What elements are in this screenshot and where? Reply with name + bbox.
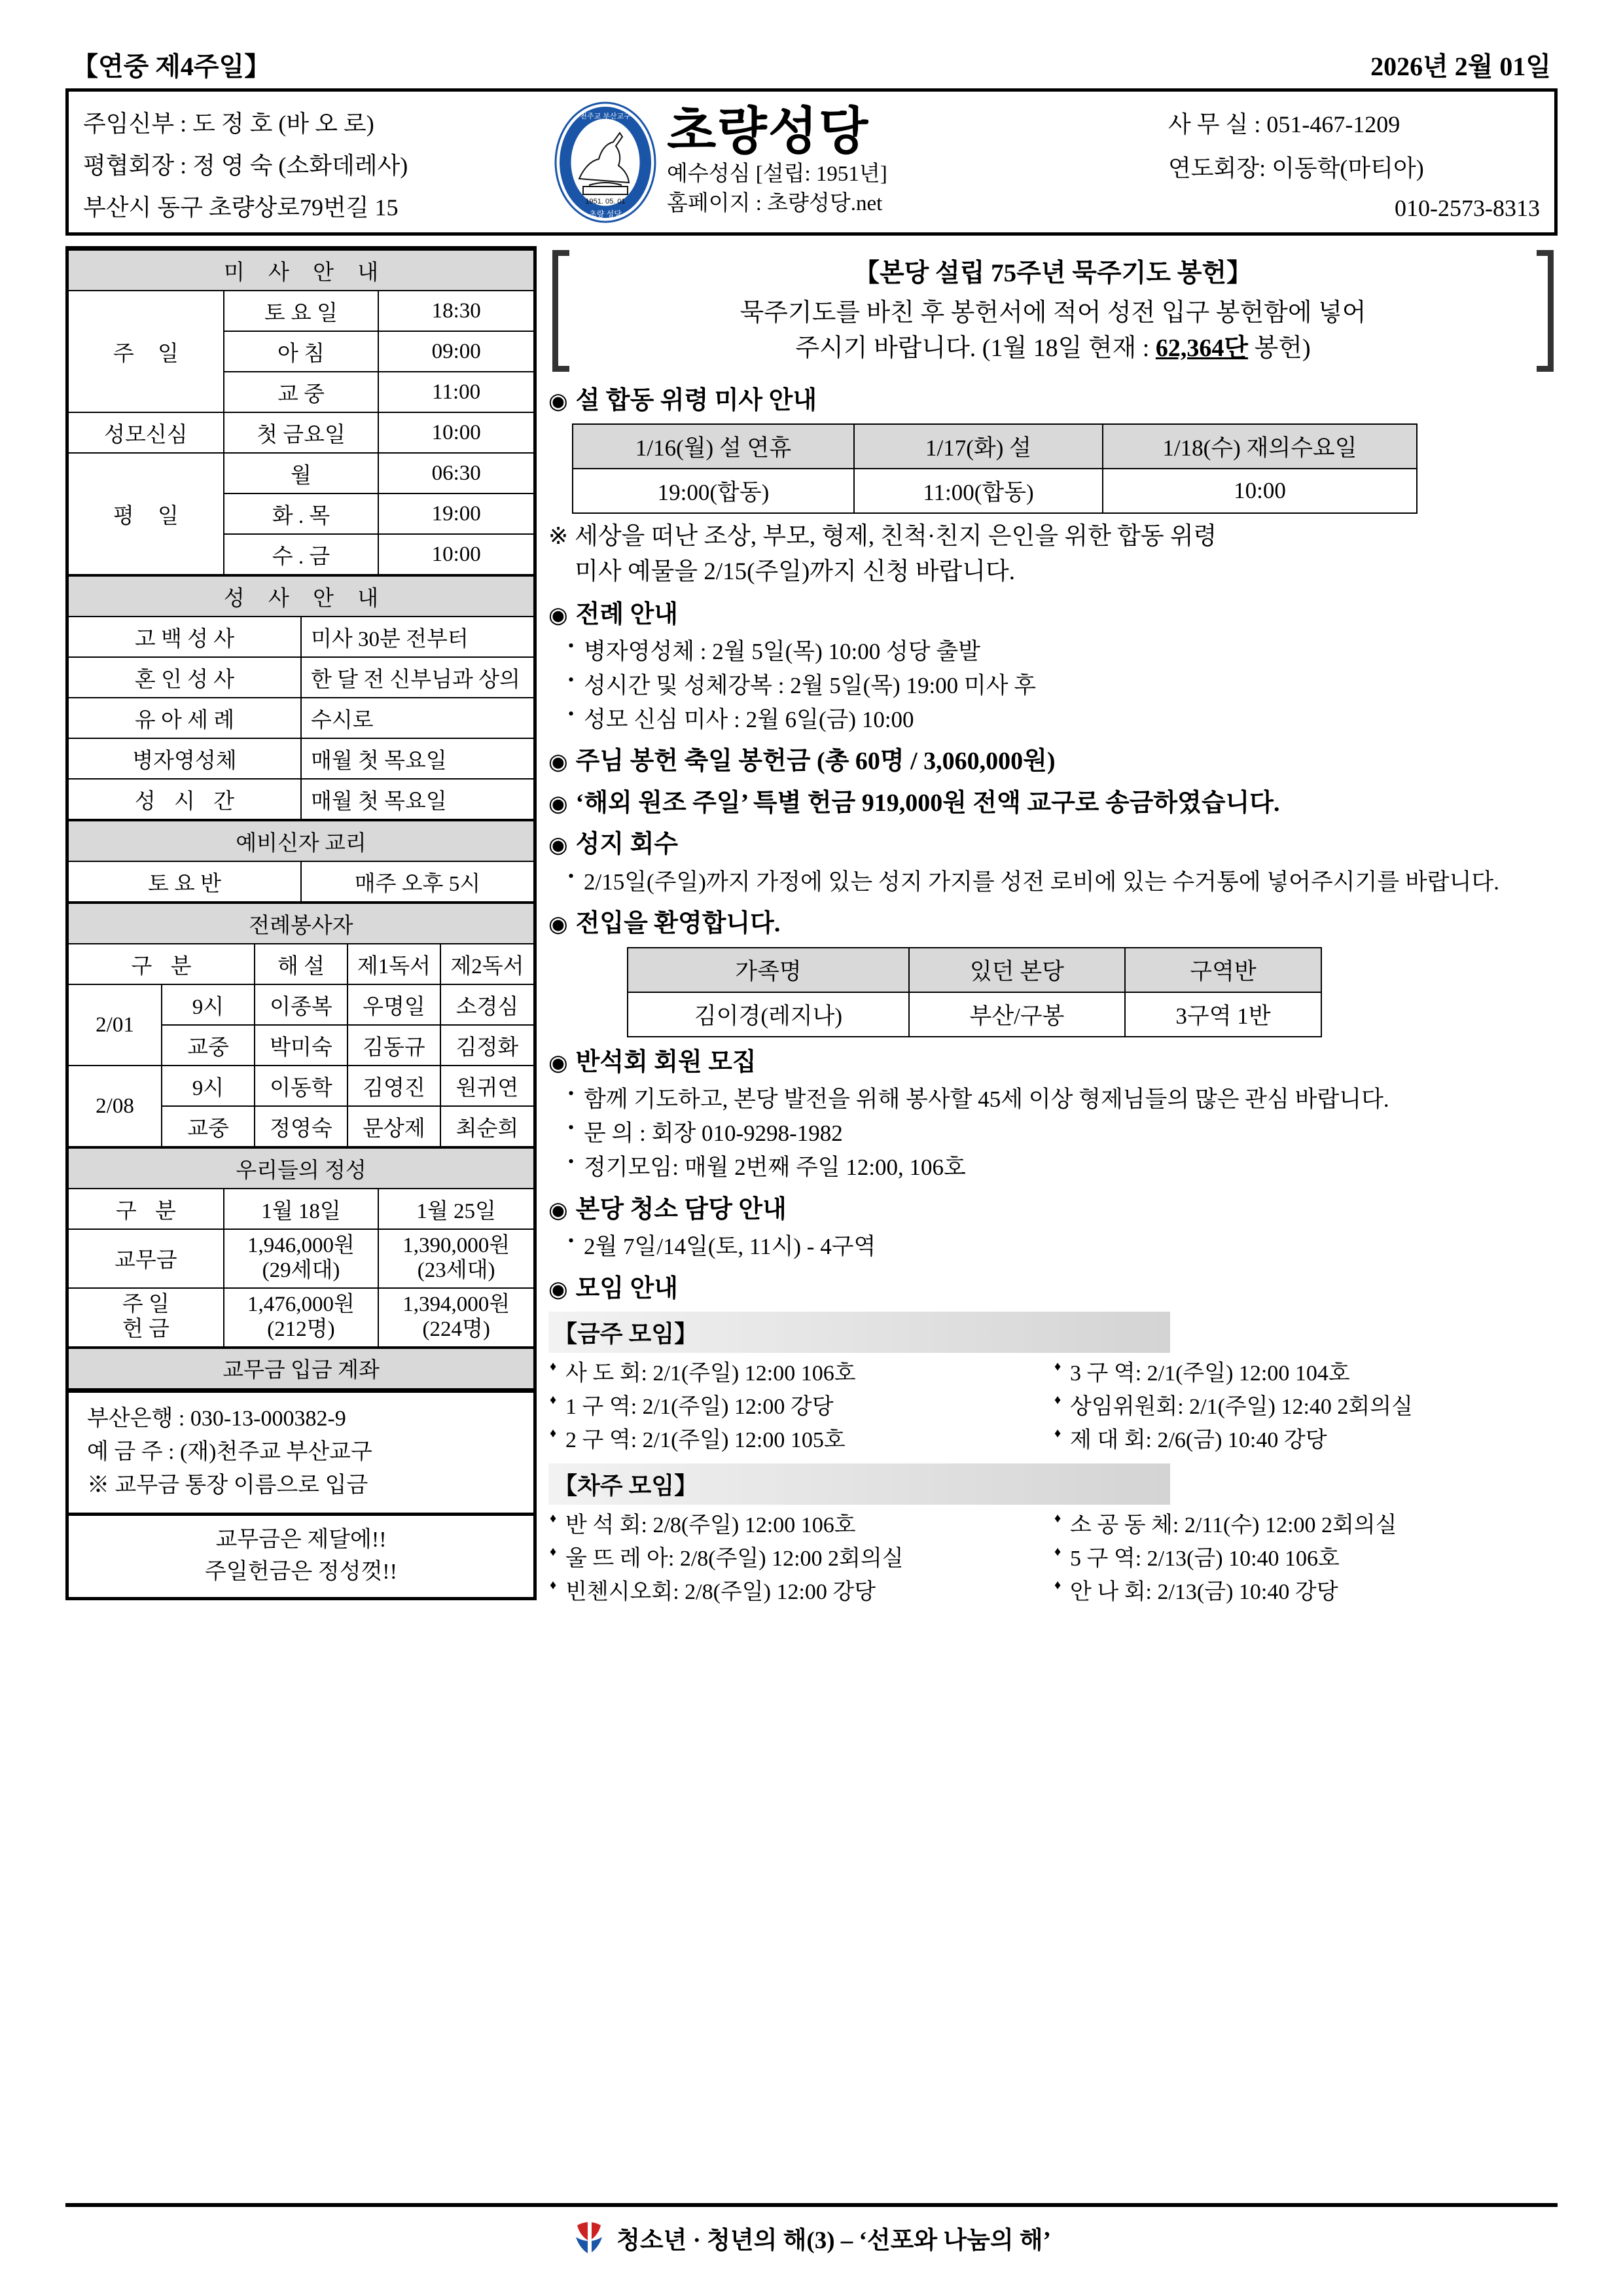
offering-amount: 1,476,000원: [247, 1292, 355, 1316]
volunteer-reading1: 김동규: [348, 1025, 440, 1066]
section-heading: [548, 745, 1558, 778]
sacrament-name: 병자영성체: [69, 738, 301, 779]
sacrament-value: 매월 첫 목요일: [301, 779, 533, 819]
star-note-body: [575, 519, 1558, 589]
page-footer: [65, 2203, 1558, 2257]
mass-group-sunday: 주 일: [69, 291, 224, 412]
liturgy-volunteers-title: 전례봉사자: [69, 903, 533, 944]
list-item: • 병자영성체 : 2월 5일(목) 10:00 성당 출발: [565, 635, 1558, 669]
masthead: [65, 88, 1558, 236]
section-seol-memorial-mass: [548, 385, 1558, 590]
table-row: [69, 657, 533, 698]
table-row: [69, 738, 533, 779]
mass-time: 19:00: [378, 493, 533, 534]
mass-time: 10:00: [378, 534, 533, 575]
content-columns: [65, 246, 1558, 1609]
cleaning-duty-list: [565, 1230, 1558, 1264]
newmember-district: 3구역 1반: [1125, 992, 1321, 1037]
account-header-table: [69, 1348, 533, 1390]
account-holder: 예 금 주 : (재)천주교 부산교구: [87, 1439, 372, 1464]
volunteer-date: 2/01: [69, 984, 162, 1066]
svg-text:1951. 05. 01: 1951. 05. 01: [585, 197, 626, 206]
volunteer-commentary: 박미숙: [255, 1025, 348, 1066]
left-column: [65, 246, 537, 1600]
seol-col-header-2: 1/18(수) 재의수요일: [1103, 424, 1417, 469]
offering-label: 교무금: [69, 1229, 224, 1288]
table-row: [69, 412, 533, 453]
mass-when: 월: [224, 453, 379, 493]
bullet-circle-icon: ◉: [548, 1277, 568, 1302]
mass-schedule-table: [69, 249, 533, 575]
star-note-line1: 세상을 떠난 조상, 부모, 형제, 친척·친지 은인을 위한 합동 위령: [575, 523, 1217, 550]
section-meetings: [548, 1273, 1558, 1609]
table-row: [69, 453, 533, 493]
meeting-item: ♦ 빈첸시오회: 2/8(주일) 12:00 강당: [548, 1575, 1053, 1609]
meeting-item: ♦ 2 구 역: 2/1(주일) 12:00 105호: [548, 1424, 1053, 1457]
seol-value-2: 10:00: [1103, 469, 1417, 513]
lay-chair-line: 평협회장 : 정 영 숙 (소화데레사): [83, 152, 408, 179]
next-week-banner: 【차주 모임】: [548, 1463, 1170, 1505]
offering-value-1: [224, 1288, 379, 1347]
church-seal-icon: [553, 100, 658, 224]
bullet-circle-icon: ◉: [548, 1050, 568, 1075]
seol-col-header-1: 1/17(화) 설: [854, 424, 1103, 469]
table-row: [573, 469, 1417, 513]
volunteer-date: 2/08: [69, 1066, 162, 1147]
offering-count: (23세대): [417, 1258, 495, 1282]
volunteer-commentary: 이동학: [255, 1066, 348, 1106]
meeting-item: ♦ 5 구 역: 2/13(금) 10:40 106호: [1053, 1542, 1558, 1575]
this-week-meetings: [548, 1357, 1558, 1457]
table-header-row: [628, 948, 1321, 992]
meeting-item: ♦ 반 석 회: 2/8(주일) 12:00 106호: [548, 1509, 1053, 1542]
this-week-right-col: [1053, 1357, 1558, 1457]
section-heading-text: 주님 봉헌 축일 봉헌금 (총 60명 / 3,060,000원): [575, 747, 1056, 776]
mass-when: 수 . 금: [224, 534, 379, 575]
list-item: • 성모 신심 미사 : 2월 6일(금) 10:00: [565, 703, 1558, 737]
list-item: • 2/15일(주일)까지 가정에 있는 성지 가지를 성전 로비에 있는 수거통에 넣어주시기를 바랍니다.: [565, 865, 1558, 899]
church-name: 초량성당: [667, 102, 870, 160]
next-week-right-col: [1053, 1509, 1558, 1609]
table-row: [69, 861, 533, 902]
liturgy-notice-list: [565, 635, 1558, 736]
catechumen-title: 예비신자 교리: [69, 821, 533, 861]
mass-when: 교 중: [224, 372, 379, 412]
section-heading-text: 본당 청소 담당 안내: [575, 1195, 787, 1223]
seol-value-0: 19:00(합동): [573, 469, 854, 513]
account-title: 교무금 입금 계좌: [69, 1348, 533, 1389]
volunteer-reading1: 문상제: [348, 1106, 440, 1147]
volunteer-reading2: 김정화: [440, 1025, 533, 1066]
section-heading: [548, 1194, 1558, 1226]
account-details: [69, 1390, 533, 1513]
slogan-line2: 주일헌금은 정성껏!!: [205, 1560, 397, 1585]
sacrament-name: 고 백 성 사: [69, 617, 301, 657]
seol-col-header-0: 1/16(월) 설 연휴: [573, 424, 854, 469]
list-item: • 문 의 : 회장 010-9298-1982: [565, 1117, 1558, 1151]
volunteer-reading1: 우명일: [348, 984, 440, 1025]
church-patron: 예수성심 [설립: 1951년]: [667, 162, 887, 186]
star-icon: ※: [548, 523, 569, 550]
volunteer-reading2: 원귀연: [440, 1066, 533, 1106]
next-week-left-col: [548, 1509, 1053, 1609]
col-header-division: 구 분: [69, 944, 255, 984]
volunteer-reading2: 최순희: [440, 1106, 533, 1147]
table-row: [69, 1229, 533, 1288]
catechumen-value: 매주 오후 5시: [301, 861, 533, 902]
volunteer-mass: 9시: [162, 984, 255, 1025]
svg-text:천주교 부산교구: 천주교 부산교구: [580, 112, 631, 120]
meeting-item: ♦ 1 구 역: 2/1(주일) 12:00 강당: [548, 1390, 1053, 1424]
mass-time: 10:00: [378, 412, 533, 453]
offerings-title: 우리들의 정성: [69, 1148, 533, 1189]
notice-line1: 묵주기도를 바친 후 봉헌서에 적어 성전 입구 봉헌함에 넣어: [740, 299, 1366, 327]
section-heading: [548, 787, 1558, 819]
newmember-col-header-0: 가족명: [628, 948, 909, 992]
liturgy-volunteers-table: [69, 903, 533, 1147]
mass-when: 아 침: [224, 331, 379, 372]
table-row: [69, 1288, 533, 1347]
address-line: 부산시 동구 초량상로79번길 15: [83, 194, 399, 221]
offering-label-line2: 헌 금: [122, 1317, 169, 1341]
section-heading: [548, 829, 1558, 861]
volunteer-reading1: 김영진: [348, 1066, 440, 1106]
list-item: • 정기모임: 매월 2번째 주일 12:00, 106호: [565, 1151, 1558, 1185]
mobile-phone: 010-2573-8313: [1395, 194, 1540, 221]
masthead-center: [546, 92, 1162, 232]
bullet-circle-icon: ◉: [548, 1198, 568, 1223]
offering-slogan: [69, 1513, 533, 1598]
section-heading-text: 성지 회수: [575, 831, 679, 859]
offering-count: (212명): [267, 1317, 335, 1341]
account-bank: 부산은행 : 030-13-000382-9: [87, 1406, 346, 1431]
office-phone: 사 무 실 : 051-467-1209: [1168, 111, 1400, 138]
mass-time: 11:00: [378, 372, 533, 412]
offering-label: [69, 1288, 224, 1347]
volunteer-mass: 교중: [162, 1025, 255, 1066]
mass-when: 화 . 목: [224, 493, 379, 534]
section-heading: [548, 599, 1558, 631]
sacrament-value: 매월 첫 목요일: [301, 738, 533, 779]
this-week-banner: 【금주 모임】: [548, 1312, 1170, 1353]
table-header-row: [573, 424, 1417, 469]
sacrament-name: 성 시 간: [69, 779, 301, 819]
notice-title: 【본당 설립 75주년 묵주기도 봉헌】: [853, 259, 1253, 287]
seol-mass-table: [572, 423, 1418, 514]
seol-value-1: 11:00(합동): [854, 469, 1103, 513]
mass-time: 09:00: [378, 331, 533, 372]
sacraments-table: [69, 575, 533, 820]
section-heading-text: 반석회 회원 모집: [575, 1048, 757, 1076]
offering-count: (29세대): [262, 1258, 340, 1282]
bullet-circle-icon: ◉: [548, 912, 568, 937]
col-header-commentary: 해 설: [255, 944, 348, 984]
sacrament-value: 미사 30분 전부터: [301, 617, 533, 657]
masthead-left: [69, 92, 546, 232]
section-heading: [548, 1047, 1558, 1079]
new-members-table: [627, 947, 1322, 1037]
catechumen-name: 토 요 반: [69, 861, 301, 902]
volunteer-commentary: 이종복: [255, 984, 348, 1025]
table-row: [628, 992, 1321, 1037]
section-banseok-recruit: [548, 1047, 1558, 1185]
right-column: [548, 246, 1558, 1609]
mass-schedule-title: 미 사 안 내: [69, 250, 533, 291]
bracket-right-decoration: [1537, 250, 1554, 372]
section-overseas-aid: [548, 787, 1558, 819]
col-header-date1: 1월 18일: [224, 1189, 379, 1229]
meeting-item: ♦ 사 도 회: 2/1(주일) 12:00 106호: [548, 1357, 1053, 1390]
table-row: [69, 698, 533, 738]
volunteer-mass: 교중: [162, 1106, 255, 1147]
table-row: [69, 984, 533, 1025]
col-header-reading2: 제2독서: [440, 944, 533, 984]
mass-time: 18:30: [378, 291, 533, 331]
church-homepage: 홈페이지 : 초량성당.net: [667, 191, 883, 215]
table-row: [69, 779, 533, 819]
rosary-offering-notice: [548, 246, 1558, 376]
offering-label-line1: 주 일: [122, 1292, 169, 1316]
notice-line2: [580, 331, 1526, 367]
newmember-family-name: 김이경(레지나): [628, 992, 909, 1037]
table-row: [69, 617, 533, 657]
section-presentation-offering: [548, 745, 1558, 778]
catechumen-table: [69, 820, 533, 903]
mass-group-marian: 성모신심: [69, 412, 224, 453]
mass-when: 첫 금요일: [224, 412, 379, 453]
newmember-col-header-1: 있던 본당: [909, 948, 1125, 992]
mass-group-weekday: 평 일: [69, 453, 224, 575]
next-week-meetings: [548, 1509, 1558, 1609]
pastor-line: 주임신부 : 도 정 호 (바 오 로): [83, 110, 374, 137]
offering-value-1: [224, 1229, 379, 1288]
notice-line2-post: 봉헌): [1248, 334, 1311, 362]
diocese-logo-icon: [572, 2219, 606, 2257]
svg-text:초량 성당: 초량 성당: [589, 209, 622, 219]
section-new-members: [548, 908, 1558, 1037]
list-item: • 성시간 및 성체강복 : 2월 5일(목) 19:00 미사 후: [565, 669, 1558, 703]
bullet-circle-icon: ◉: [548, 833, 568, 858]
section-palm-collection: [548, 829, 1558, 899]
church-identity: [658, 102, 887, 218]
table-header-row: [69, 944, 533, 984]
bullet-circle-icon: ◉: [548, 750, 568, 775]
table-header-row: [69, 1189, 533, 1229]
bulletin-date: 2026년 2월 01일: [1370, 52, 1551, 81]
list-item: • 2월 7일/14일(토, 11시) - 4구역: [565, 1230, 1558, 1264]
section-heading-text: 전례 안내: [575, 600, 679, 628]
banseok-recruit-list: [565, 1083, 1558, 1184]
bullet-circle-icon: ◉: [548, 603, 568, 628]
star-note-line2: 미사 예물을 2/15(주일)까지 신청 바랍니다.: [575, 558, 1015, 585]
sacrament-value: 수시로: [301, 698, 533, 738]
offerings-table: [69, 1147, 533, 1348]
footer-text: 청소년 · 청년의 해(3) – ‘선포와 나눔의 해’: [616, 2227, 1051, 2254]
offering-amount: 1,394,000원: [402, 1292, 510, 1316]
offering-amount: 1,946,000원: [247, 1234, 355, 1257]
meeting-item: ♦ 3 구 역: 2/1(주일) 12:00 104호: [1053, 1357, 1558, 1390]
section-heading: [548, 1273, 1558, 1305]
table-row: [69, 291, 533, 331]
list-item: • 함께 기도하고, 본당 발전을 위해 봉사할 45세 이상 형제님들의 많은 관심 바랍니다.: [565, 1083, 1558, 1117]
palm-collection-list: [565, 865, 1558, 899]
section-heading: [548, 908, 1558, 940]
col-header-date2: 1월 25일: [378, 1189, 533, 1229]
liturgical-week: 【연중 제4주일】: [72, 52, 271, 81]
sacrament-value: 한 달 전 신부님과 상의: [301, 657, 533, 698]
bullet-circle-icon: ◉: [548, 791, 568, 816]
rosary-count: 62,364단: [1155, 334, 1249, 362]
section-heading-text: 설 합동 위령 미사 안내: [575, 386, 817, 414]
section-liturgy-notice: [548, 599, 1558, 737]
section-cleaning-duty: [548, 1194, 1558, 1264]
slogan-line1: 교무금은 제달에!!: [215, 1527, 387, 1552]
mass-when: 토 요 일: [224, 291, 379, 331]
volunteer-reading2: 소경심: [440, 984, 533, 1025]
newmember-prev-parish: 부산/구봉: [909, 992, 1125, 1037]
section-heading-text: 모임 안내: [575, 1274, 679, 1302]
bullet-circle-icon: ◉: [548, 389, 568, 414]
top-line: [65, 46, 1558, 88]
meeting-item: ♦ 울 뜨 레 아: 2/8(주일) 12:00 2회의실: [548, 1542, 1053, 1575]
offering-count: (224명): [422, 1317, 490, 1341]
masthead-right: [1162, 92, 1554, 232]
volunteer-mass: 9시: [162, 1066, 255, 1106]
sacrament-name: 유 아 세 례: [69, 698, 301, 738]
mass-time: 06:30: [378, 453, 533, 493]
section-heading-text: ‘해외 원조 주일’ 특별 헌금 919,000원 전액 교구로 송금하였습니다.: [575, 789, 1280, 817]
offering-value-2: [378, 1288, 533, 1347]
sacraments-title: 성 사 안 내: [69, 576, 533, 617]
bracket-left-decoration: [552, 250, 569, 372]
meeting-item: ♦ 소 공 동 체: 2/11(수) 12:00 2회의실: [1053, 1509, 1558, 1542]
yeondo-chair: 연도회장: 이동학(마티아): [1168, 155, 1424, 182]
newmember-col-header-2: 구역반: [1125, 948, 1321, 992]
table-row: [69, 1066, 533, 1106]
seol-star-note: [548, 519, 1558, 589]
meeting-item: ♦ 안 나 회: 2/13(금) 10:40 강당: [1053, 1575, 1558, 1609]
volunteer-commentary: 정영숙: [255, 1106, 348, 1147]
section-heading: [548, 385, 1558, 417]
this-week-left-col: [548, 1357, 1053, 1457]
col-header-reading1: 제1독서: [348, 944, 440, 984]
offering-value-2: [378, 1229, 533, 1288]
notice-line2-pre: 주시기 바랍니다. (1월 18일 현재 :: [795, 334, 1156, 362]
offering-amount: 1,390,000원: [402, 1234, 510, 1257]
meeting-item: ♦ 상임위원회: 2/1(주일) 12:40 2회의실: [1053, 1390, 1558, 1424]
meeting-item: ♦ 제 대 회: 2/6(금) 10:40 강당: [1053, 1424, 1558, 1457]
mass-schedule-box: [65, 246, 537, 1600]
col-header-division: 구 분: [69, 1189, 224, 1229]
account-note: ※ 교무금 통장 이름으로 입금: [87, 1473, 368, 1498]
sacrament-name: 혼 인 성 사: [69, 657, 301, 698]
section-heading-text: 전입을 환영합니다.: [575, 910, 781, 938]
